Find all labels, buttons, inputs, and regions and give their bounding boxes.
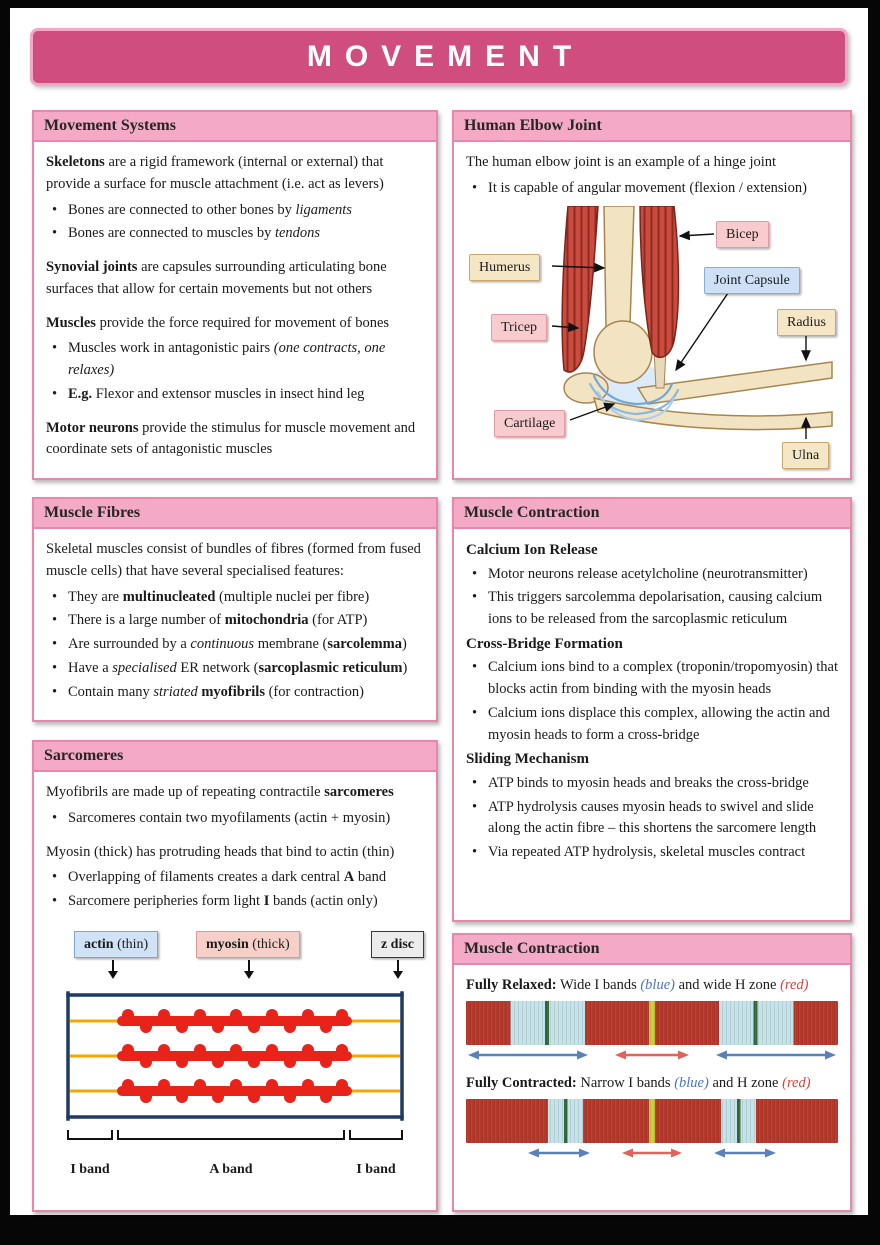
i-band-label: I band xyxy=(356,1161,396,1177)
h-zone-arrow-icon xyxy=(622,1147,682,1159)
bullet-item: • ATP hydrolysis causes myosin heads to swivel and slide along the actin fibre – this shortens the sarcomere length xyxy=(466,797,838,841)
joint-capsule-label: Joint Capsule xyxy=(704,267,800,294)
i-band-arrow-icon xyxy=(716,1049,836,1061)
section-sliding-mechanism: Sliding Mechanism xyxy=(466,751,589,768)
h-zone-arrow-icon xyxy=(615,1049,689,1061)
down-arrow-icon xyxy=(397,960,399,977)
relaxed-caption: Fully Relaxed: Wide I bands (blue) and wide H zone (red) xyxy=(466,977,809,993)
down-arrow-icon xyxy=(248,960,250,977)
bullet-item: • They are multinucleated (multiple nuclei per fibre) xyxy=(46,587,424,609)
i-band-label: I band xyxy=(70,1161,110,1177)
bullet-item: • Motor neurons release acetylcholine (neurotransmitter) xyxy=(466,564,838,586)
panel-body xyxy=(34,772,436,1197)
bullet-item: • Calcium ions displace this complex, allowing the actin and myosin heads to form a cross-bridge xyxy=(466,703,838,747)
bullet-item: • Contain many striated myofibrils (for contraction) xyxy=(46,682,424,704)
section-cross-bridge: Cross-Bridge Formation xyxy=(466,635,623,652)
motor-neurons-paragraph: Motor neurons provide the stimulus for muscle movement and coordinate sets of antagonistic muscles xyxy=(46,419,416,458)
sarcomere-diagram xyxy=(46,931,428,1187)
bullet-item: • Have a specialised ER network (sarcoplasmic reticulum) xyxy=(46,658,424,680)
bullet-item: • Bones are connected to muscles by tendons xyxy=(46,223,424,245)
z-disc-label: z disc xyxy=(371,931,424,958)
micrograph-relaxed xyxy=(466,1001,838,1045)
bullet-item: • Muscles work in antagonistic pairs (one contracts, one relaxes) xyxy=(46,338,424,382)
i-band-arrow-icon xyxy=(528,1147,590,1159)
contracted-caption: Fully Contracted: Narrow I bands (blue) and H zone (red) xyxy=(466,1074,811,1091)
elbow-diagram xyxy=(466,206,838,474)
panel-body xyxy=(34,142,436,475)
humerus-label: Humerus xyxy=(469,254,540,281)
ulna-label: Ulna xyxy=(782,442,829,469)
synovial-joints-paragraph: Synovial joints are capsules surrounding articulating bone surfaces that allow for certain movements but not others xyxy=(46,259,387,297)
panel-body xyxy=(34,529,436,715)
panel-muscle-contraction-steps xyxy=(452,497,852,922)
panel-title: Muscle Contraction xyxy=(454,935,850,965)
bullet-item: • Sarcomere peripheries form light I bands (actin only) xyxy=(46,891,424,913)
radius-label: Radius xyxy=(777,309,836,336)
tricep-label: Tricep xyxy=(491,314,547,341)
bullet-item: • Via repeated ATP hydrolysis, skeletal muscles contract xyxy=(466,842,838,864)
bullet-item: • Sarcomeres contain two myofilaments (actin + myosin) xyxy=(46,808,424,830)
actin-label: actin (thin) xyxy=(74,931,158,958)
cartilage-label: Cartilage xyxy=(494,410,565,437)
micrograph-contracted xyxy=(466,1099,838,1143)
panel-body xyxy=(454,529,850,876)
section-calcium-release: Calcium Ion Release xyxy=(466,542,598,558)
panel-muscle-fibres xyxy=(32,497,438,722)
bullet-item: • ATP binds to myosin heads and breaks the cross-bridge xyxy=(466,773,838,795)
bullet-item: • There is a large number of mitochondria (for ATP) xyxy=(46,610,424,632)
relaxed-band-arrows xyxy=(466,1047,838,1065)
i-band-arrow-icon xyxy=(714,1147,776,1159)
notes-page xyxy=(10,8,868,1215)
bullet-item: • Are surrounded by a continuous membrane (sarcolemma) xyxy=(46,634,424,656)
panel-title: Sarcomeres xyxy=(34,742,436,772)
panel-body xyxy=(454,142,850,484)
panel-title: Movement Systems xyxy=(34,112,436,142)
bullet-item: • Bones are connected to other bones by ligaments xyxy=(46,200,424,222)
panel-title: Human Elbow Joint xyxy=(454,112,850,142)
bullet-item: • It is capable of angular movement (flexion / extension) xyxy=(466,178,838,200)
i-band-arrow-icon xyxy=(468,1049,588,1061)
bullet-item: • Calcium ions bind to a complex (troponin/tropomyosin) that blocks actin from binding with the myosin heads xyxy=(466,657,838,701)
contracted-band-arrows xyxy=(466,1145,838,1163)
panel-body xyxy=(454,965,850,1177)
myosin-label: myosin (thick) xyxy=(196,931,300,958)
bullet-item: • This triggers sarcolemma depolarisation, causing calcium ions to be released from the sarcoplasmic reticulum xyxy=(466,587,838,631)
panel-muscle-contraction-micrographs xyxy=(452,933,852,1212)
panel-title: Muscle Fibres xyxy=(34,499,436,529)
sarcomeres-paragraph: Myofibrils are made up of repeating contractile sarcomeres xyxy=(46,784,394,800)
muscles-paragraph: Muscles provide the force required for movement of bones xyxy=(46,314,390,331)
myosin-paragraph: Myosin (thick) has protruding heads that bind to actin (thin) xyxy=(46,843,395,860)
elbow-intro: The human elbow joint is an example of a hinge joint xyxy=(466,154,777,170)
fibres-intro: Skeletal muscles consist of bundles of fibres (formed from fused muscle cells) that have several specialised features: xyxy=(46,541,421,579)
bullet-item: • E.g. Flexor and extensor muscles in insect hind leg xyxy=(46,384,424,406)
panel-elbow-joint xyxy=(452,110,852,480)
down-arrow-icon xyxy=(112,960,114,977)
skeletons-paragraph: Skeletons are a rigid framework (internal or external) that provide a surface for muscle attachment (i.e. act as levers) xyxy=(46,154,384,192)
page-title: MOVEMENT xyxy=(306,40,585,73)
page-title-bar xyxy=(30,28,848,86)
panel-sarcomeres xyxy=(32,740,438,1212)
bullet-item: • Overlapping of filaments creates a dark central A band xyxy=(46,867,424,889)
sarcomere-art xyxy=(46,987,428,1157)
bicep-label: Bicep xyxy=(716,221,769,248)
a-band-label: A band xyxy=(209,1161,253,1177)
panel-movement-systems xyxy=(32,110,438,480)
panel-title: Muscle Contraction xyxy=(454,499,850,529)
